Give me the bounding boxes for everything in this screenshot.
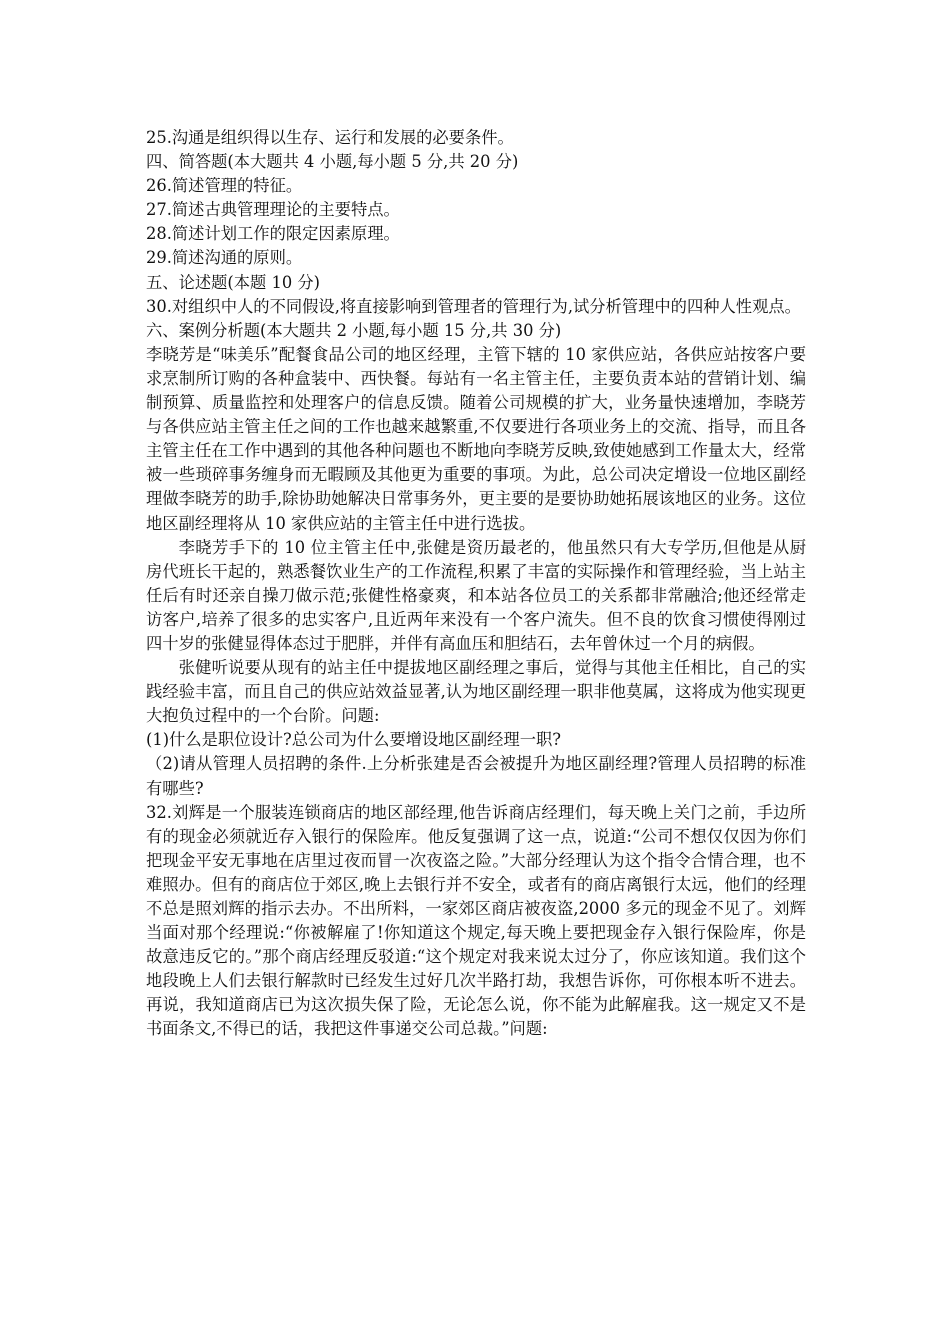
question-26: 26.简述管理的特征。 [146, 176, 303, 196]
case-1-question-2: （2)请从管理人员招聘的条件.上分析张建是否会被提升为地区副经理?管理人员招聘的标准有哪些? [146, 754, 806, 798]
question-30: 30.对组织中人的不同假设,将直接影响到管理者的管理行为,试分析管理中的四种人性观点。 [146, 296, 801, 316]
question-29: 29.简述沟通的原则。 [146, 248, 303, 268]
case-1-paragraph-1: 李晓芳是“味美乐”配餐食品公司的地区经理，主管下辖的 10 家供应站，各供应站按客户要求烹制所订购的各种盒装中、西快餐。每站有一名主管主任，主要负责本站的营销计划、编制预算、质量监控和处理客户的信息反馈。随着公司规模的扩大，业务量快速增加，李晓芳与各供应站主管主任之间的工作也越来越繁重,不仅要进行各项业务上的交流、指导，而且各主管主任在工作中遇到的其他各种问题也不断地向李晓芳反映,致使她感到工作量太大，经常被一些琐碎事务缠身而无暇顾及其他更为重要的事项。为此，总公司决定增设一位地区副经理做李晓芳的助手,除协助她解决日常事务外，更主要的是要协助她拓展该地区的业务。这位地区副经理将从 10 家供应站的主管主任中进行选拔。 [146, 344, 806, 533]
case-1-paragraph-2: 李晓芳手下的 10 位主管主任中,张健是资历最老的，他虽然只有大专学历,但他是从厨房代班长干起的，熟悉餐饮业生产的工作流程,积累了丰富的实际操作和管理经验，当上站主任后有时还亲自操刀做示范;张健性格豪爽，和本站各位员工的关系都非常融洽;他还经常走访客户,培养了很多的忠实客户,且近两年来没有一个客户流失。但不良的饮食习惯使得刚过四十岁的张健显得体态过于肥胖，并伴有高血压和胆结石，去年曾休过一个月的病假。 [146, 537, 806, 653]
document-page [146, 126, 806, 1042]
section-4-title: 四、简答题(本大题共 4 小题,每小题 5 分,共 20 分) [146, 152, 519, 172]
case-1-paragraph-3: 张健听说要从现有的站主任中提拔地区副经理之事后，觉得与其他主任相比，自己的实践经验丰富，而且自己的供应站效益显著,认为地区副经理一职非他莫属，这将成为他实现更大抱负过程中的一个台阶。问题: [146, 658, 806, 726]
section-6-title: 六、案例分析题(本大题共 2 小题,每小题 15 分,共 30 分) [146, 320, 562, 340]
section-5-title: 五、论述题(本题 10 分) [146, 272, 321, 292]
case-1-question-1: (1)什么是职位设计?总公司为什么要增设地区副经理一职? [146, 730, 561, 750]
question-25: 25.沟通是组织得以生存、运行和发展的必要条件。 [146, 128, 514, 147]
question-27: 27.简述古典管理理论的主要特点。 [146, 200, 400, 220]
question-28: 28.简述计划工作的限定因素原理。 [146, 224, 400, 244]
case-2-paragraph-1: 32.刘辉是一个服装连锁商店的地区部经理,他告诉商店经理们，每天晚上关门之前，手边所有的现金必须就近存入银行的保险库。他反复强调了这一点，说道:“公司不想仅仅因为你们把现金平安无事地在店里过夜而冒一次夜盗之险。”大部分经理认为这个指令合情合理，也不难照办。但有的商店位于郊区,晚上去银行并不安全，或者有的商店离银行太远，他们的经理不总是照刘辉的指示去办。不出所料，一家郊区商店被夜盗,2000 多元的现金不见了。刘辉当面对那个经理说:“你被解雇了!你知道这个规定,每天晚上要把现金存入银行保险库，你是故意违反它的。”那个商店经理反驳道:“这个规定对我来说太过分了，你应该知道。我们这个地段晚上人们去银行解款时已经发生过好几次半路打劫，我想告诉你，可你根本听不进去。再说，我知道商店已为这次损失保了险，无论怎么说，你不能为此解雇我。这一规定又不是书面条文,不得已的话，我把这件事递交公司总裁。”问题: [146, 802, 806, 1039]
